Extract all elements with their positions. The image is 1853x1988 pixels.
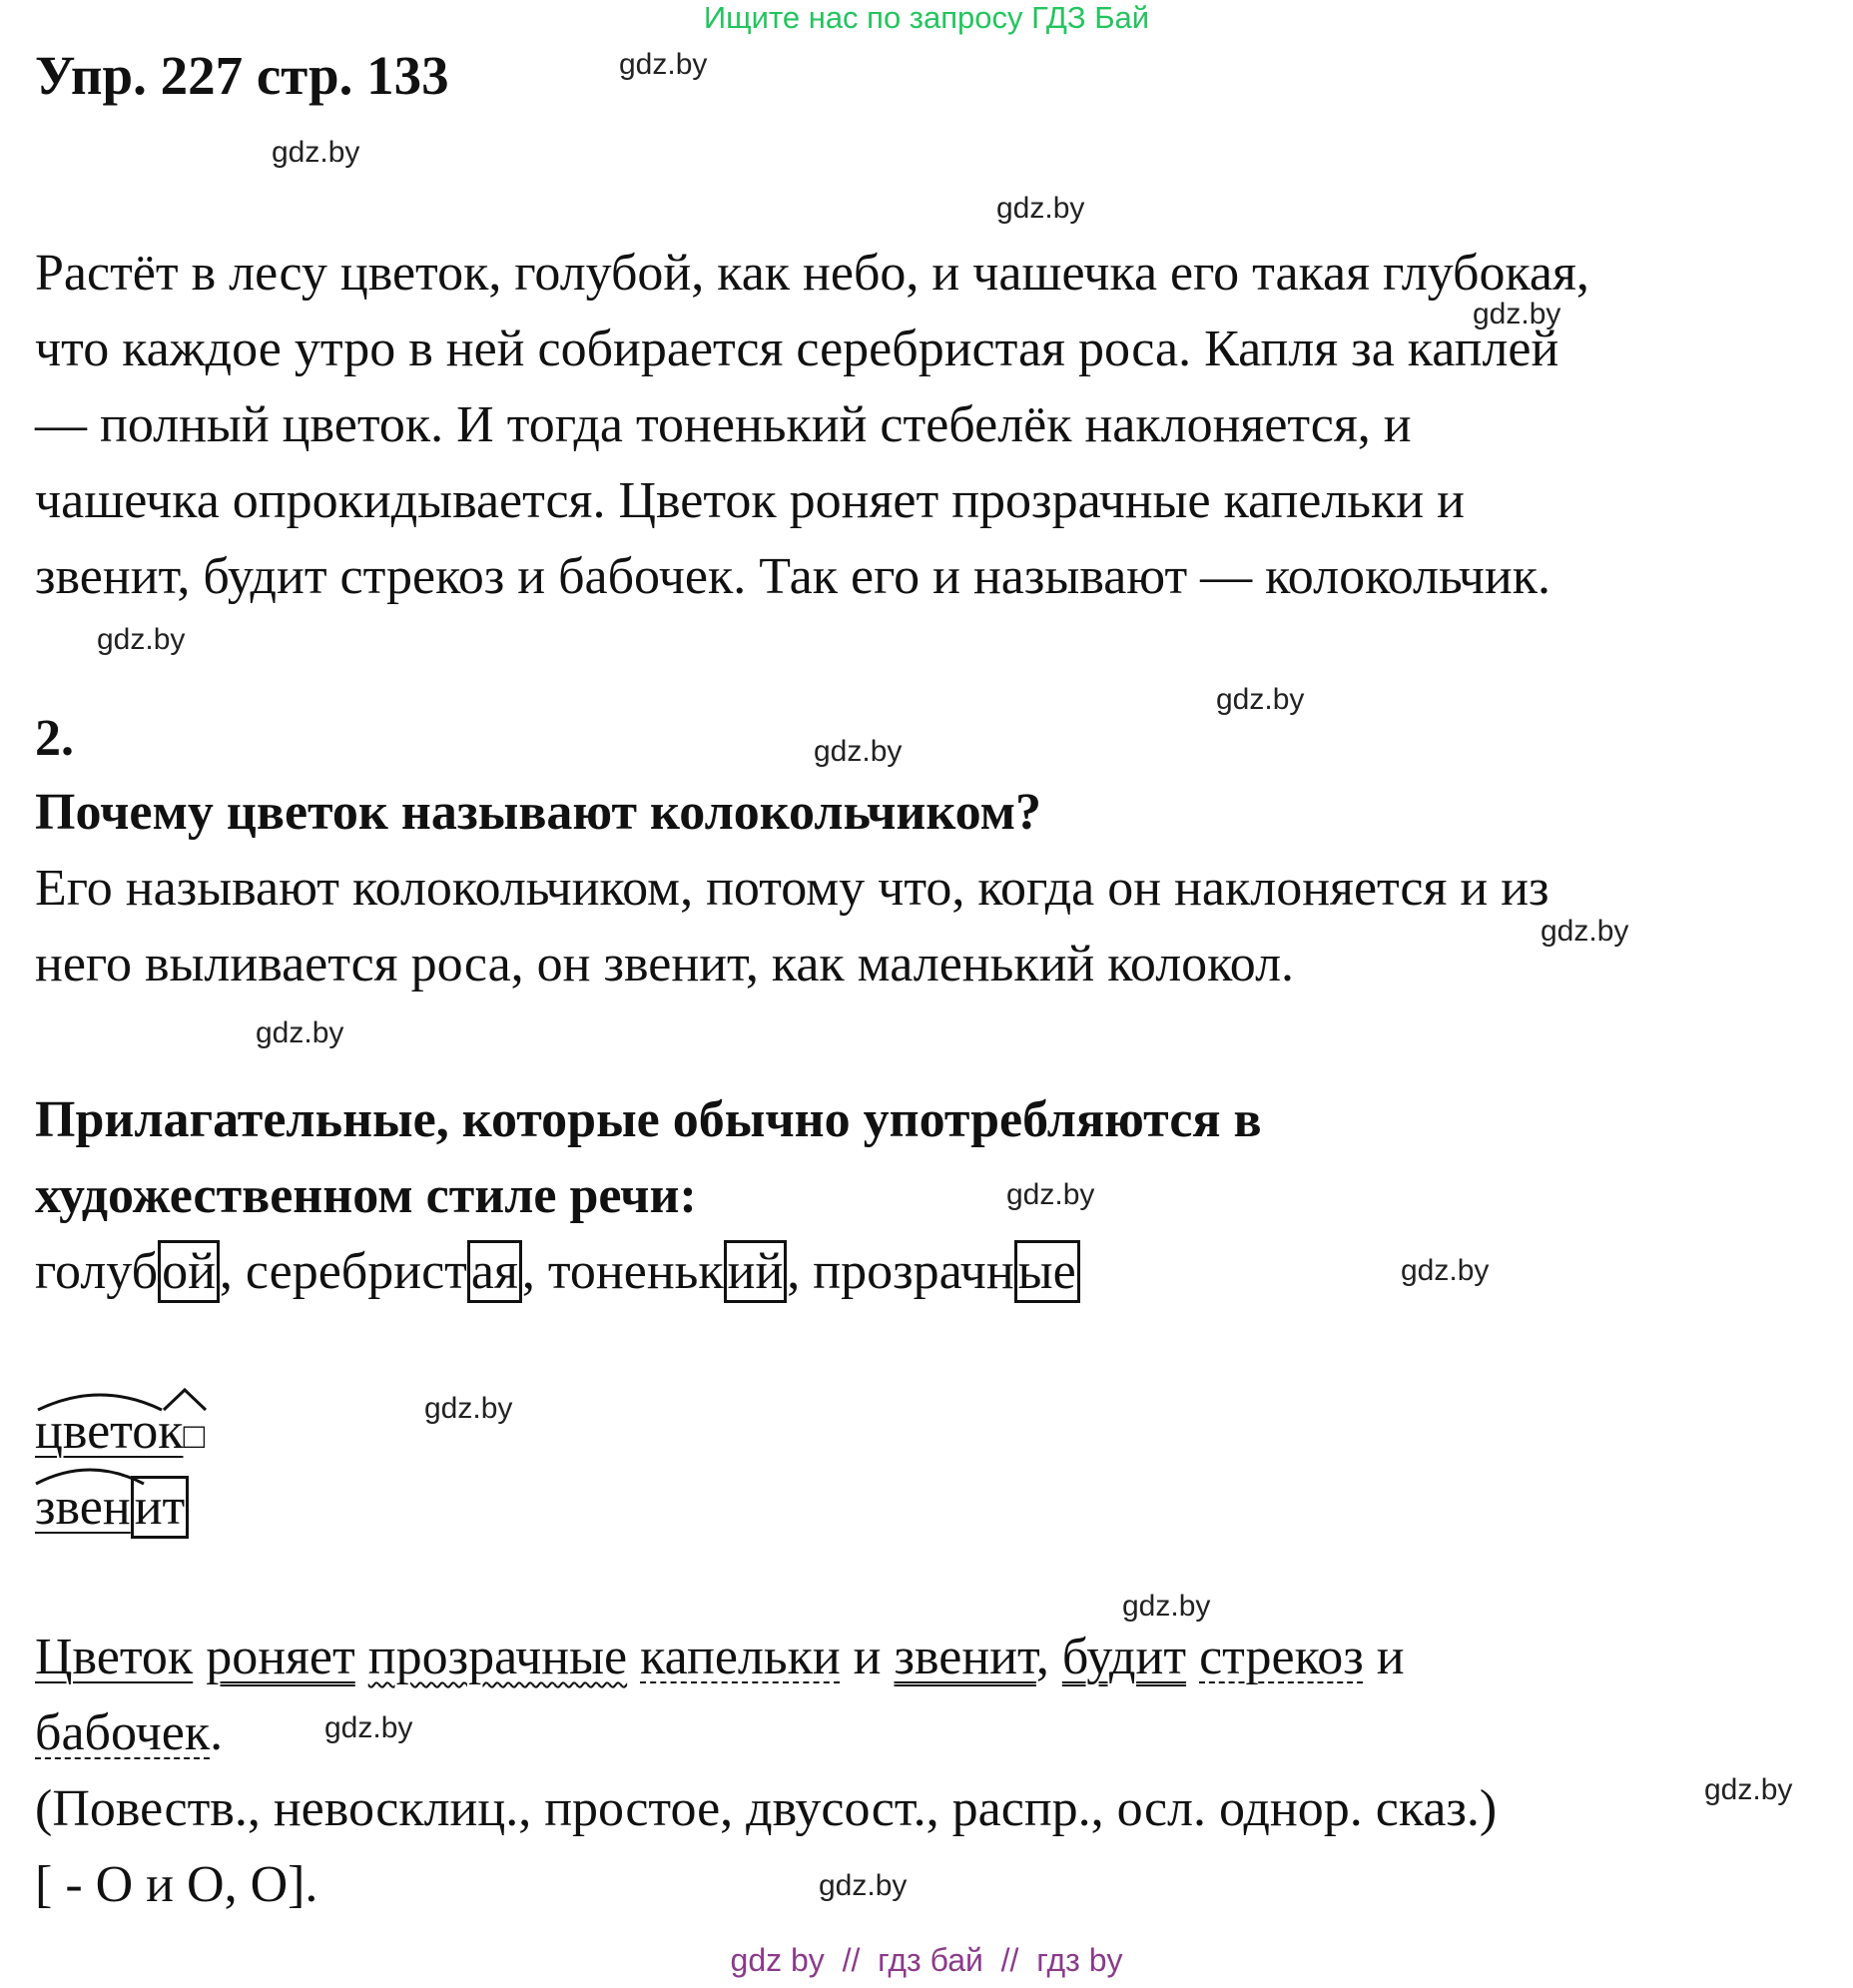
footer: gdz by // гдз бай // гдз by (730, 1942, 1123, 1978)
object: стрекоз (1199, 1629, 1364, 1685)
section-number: 2. (35, 710, 74, 767)
adjectives-heading: художественном стиле речи: (35, 1167, 697, 1224)
predicate: будит (1061, 1629, 1187, 1685)
adjectives-list (35, 1234, 1080, 1310)
word-stem: звен (35, 1479, 131, 1536)
adjective-stem: голуб (35, 1243, 159, 1300)
adjective-stem: серебрист (245, 1243, 467, 1300)
separator: , (521, 1243, 548, 1300)
object: капельки (640, 1629, 841, 1685)
ending-box: ит (131, 1476, 190, 1539)
watermark: gdz.by (1122, 1590, 1211, 1623)
answer-line: него выливается роса, он звенит, как маленький колокол. (35, 936, 1295, 993)
conjunction: и (1376, 1629, 1405, 1685)
parsed-sentence-line-1 (35, 1620, 1405, 1695)
morpheme-word-2 (35, 1470, 189, 1546)
ending-box: ий (724, 1240, 788, 1303)
text-line: Растёт в лесу цветок, голубой, как небо, и чашечка его такая глубокая, (35, 245, 1589, 302)
watermark: gdz.by (97, 623, 186, 656)
watermark: gdz.by (1473, 298, 1561, 331)
adjective-stem: тоненьк (547, 1243, 724, 1300)
ending-box: ая (467, 1240, 522, 1303)
text-line: звенит, будит стрекоз и бабочек. Так его и называют — колокольчик. (35, 548, 1550, 605)
exercise-title: Упр. 227 стр. 133 (35, 45, 449, 106)
answer-line: Его называют колокольчиком, потому что, когда он наклоняется и из (35, 860, 1549, 917)
sentence-scheme: [ - О и О, О]. (35, 1856, 318, 1913)
question: Почему цветок называют колокольчиком? (35, 784, 1042, 841)
zero-ending-box: □ (183, 1416, 206, 1456)
watermark: gdz.by (424, 1392, 513, 1425)
ending-box: ые (1014, 1240, 1080, 1303)
predicate: звенит (894, 1629, 1036, 1685)
sentence-characteristics: (Повеств., невосклиц., простое, двусост., распр., осл. однор. сказ.) (35, 1780, 1498, 1837)
attribute: прозрачные (367, 1629, 628, 1685)
watermark: gdz.by (1006, 1178, 1095, 1211)
conjunction: и (853, 1629, 882, 1685)
separator: , (219, 1243, 246, 1300)
text-line: что каждое утро в ней собирается серебристая роса. Капля за каплей (35, 321, 1559, 377)
watermark: gdz.by (1704, 1773, 1793, 1806)
comma: , (1035, 1629, 1049, 1685)
watermark: gdz.by (619, 48, 708, 81)
text-line: чашечка опрокидывается. Цветок роняет прозрачные капельки и (35, 472, 1465, 529)
watermark: gdz.by (996, 192, 1085, 225)
search-banner: Ищите нас по запросу ГДЗ Бай (703, 0, 1150, 35)
watermark: gdz.by (814, 735, 903, 768)
watermark: gdz.by (819, 1869, 908, 1902)
adjective-stem: прозрачн (813, 1243, 1014, 1300)
parsed-sentence-line-2 (35, 1695, 223, 1771)
ending-box: ой (158, 1240, 220, 1303)
watermark: gdz.by (1541, 915, 1629, 948)
adjectives-heading: Прилагательные, которые обычно употребляются в (35, 1091, 1262, 1148)
watermark: gdz.by (272, 136, 360, 169)
watermark: gdz.by (1216, 683, 1305, 716)
watermark: gdz.by (1401, 1254, 1490, 1287)
predicate: роняет (206, 1629, 355, 1685)
subject: Цветок (35, 1629, 194, 1685)
watermark: gdz.by (256, 1016, 344, 1049)
separator: , (787, 1243, 814, 1300)
object: бабочек (35, 1704, 211, 1761)
period: . (210, 1704, 224, 1761)
word-stem: цветок (35, 1403, 184, 1460)
watermark: gdz.by (324, 1711, 413, 1744)
text-line: — полный цветок. И тогда тоненький стебелёк наклоняется, и (35, 396, 1412, 453)
